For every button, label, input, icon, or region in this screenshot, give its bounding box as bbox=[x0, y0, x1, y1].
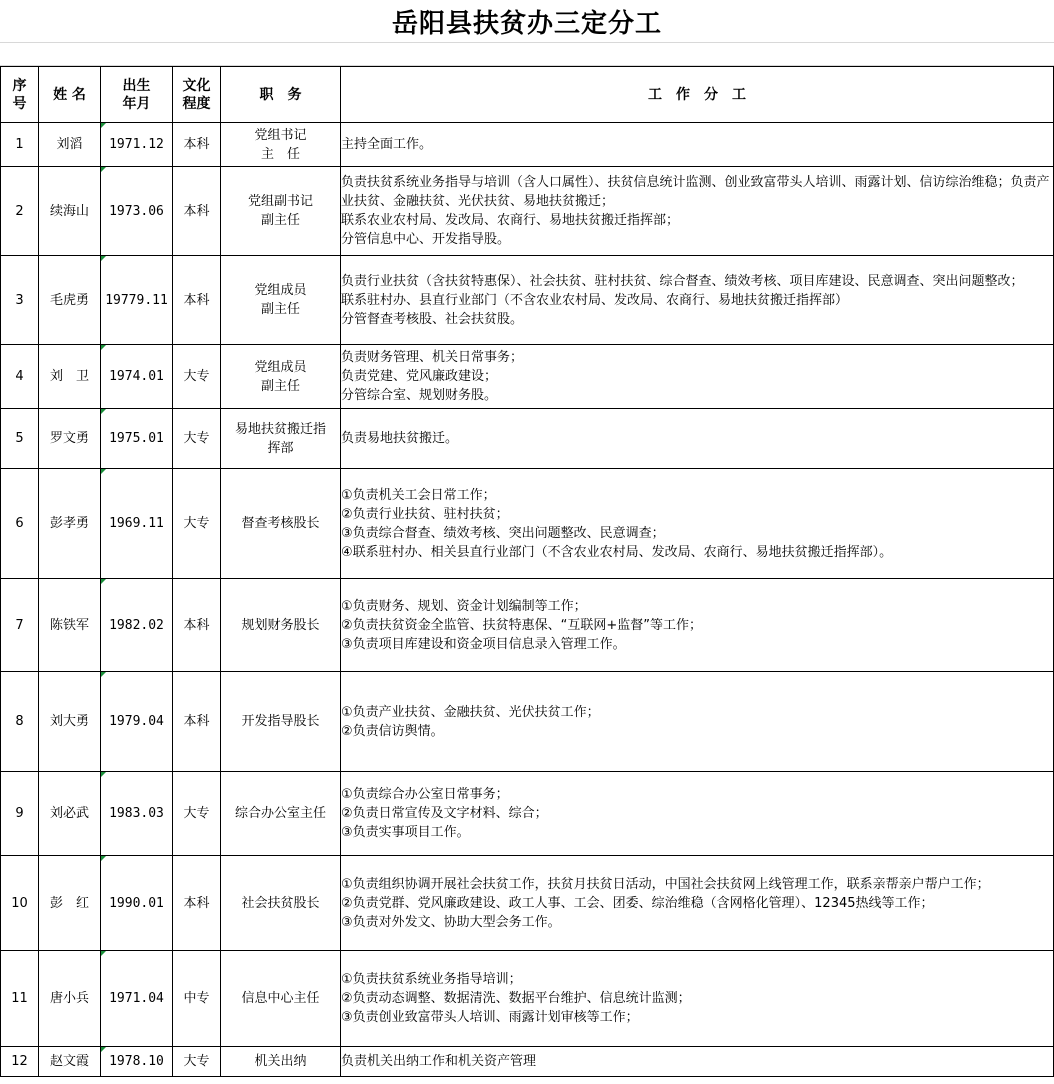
row-number: 9 bbox=[1, 772, 39, 856]
duty-line: 联系驻村办、县直行业部门（不含农业农村局、发改局、农商行、易地扶贫搬迁指挥部） bbox=[341, 292, 849, 308]
birth-date: 1979.04 bbox=[101, 672, 173, 772]
table-row bbox=[1, 123, 1054, 167]
table-row bbox=[1, 772, 1054, 856]
birth-date: 19779.11 bbox=[101, 256, 173, 345]
duty-description bbox=[341, 951, 1054, 1047]
duty-line: 主持全面工作。 bbox=[341, 137, 433, 152]
education-level: 本科 bbox=[173, 256, 221, 345]
table-row bbox=[1, 167, 1054, 256]
duty-table bbox=[0, 66, 1054, 1077]
birth-date: 1974.01 bbox=[101, 345, 173, 409]
duty-line: 分管信息中心、开发指导股。 bbox=[341, 232, 511, 247]
staff-name: 续海山 bbox=[39, 167, 101, 256]
job-position: 易地扶贫搬迁指 挥部 bbox=[221, 409, 341, 469]
education-level: 大专 bbox=[173, 772, 221, 856]
staff-name: 彭 红 bbox=[39, 856, 101, 951]
job-position: 规划财务股长 bbox=[221, 579, 341, 672]
education-level: 本科 bbox=[173, 672, 221, 772]
row-number: 6 bbox=[1, 469, 39, 579]
duty-line: ④联系驻村办、相关县直行业部门（不含农业农村局、发改局、农商行、易地扶贫搬迁指挥部）。 bbox=[341, 544, 893, 560]
birth-date: 1971.12 bbox=[101, 123, 173, 167]
duty-description bbox=[341, 856, 1054, 951]
row-number: 10 bbox=[1, 856, 39, 951]
duty-line: ②负责动态调整、数据清洗、数据平台维护、信息统计监测； bbox=[341, 991, 691, 1006]
job-position: 社会扶贫股长 bbox=[221, 856, 341, 951]
table-row bbox=[1, 469, 1054, 579]
duty-line: ②负责行业扶贫、驻村扶贫； bbox=[341, 506, 509, 522]
duty-line: 分管督查考核股、社会扶贫股。 bbox=[341, 311, 524, 327]
education-level: 大专 bbox=[173, 469, 221, 579]
cell-marker-icon bbox=[101, 672, 106, 677]
cell-marker-icon bbox=[101, 772, 106, 777]
table-row bbox=[1, 579, 1054, 672]
row-number: 7 bbox=[1, 579, 39, 672]
staff-name: 刘必武 bbox=[39, 772, 101, 856]
duty-line: 负责扶贫系统业务指导与培训（含人口属性）、扶贫信息统计监测、创业致富带头人培训、雨露计划、信访综治维稳；负责产业扶贫、金融扶贫、光伏扶贫、易地扶贫搬迁； bbox=[341, 175, 1050, 209]
row-number: 11 bbox=[1, 951, 39, 1047]
row-number: 12 bbox=[1, 1047, 39, 1077]
header-row bbox=[1, 67, 1054, 123]
duty-description bbox=[341, 1047, 1054, 1077]
table-row bbox=[1, 1047, 1054, 1077]
education-level: 中专 bbox=[173, 951, 221, 1047]
header-education: 文化 程度 bbox=[173, 67, 221, 123]
duty-description bbox=[341, 672, 1054, 772]
staff-name: 赵文霞 bbox=[39, 1047, 101, 1077]
row-number: 8 bbox=[1, 672, 39, 772]
table-row bbox=[1, 256, 1054, 345]
birth-date: 1973.06 bbox=[101, 167, 173, 256]
row-number: 3 bbox=[1, 256, 39, 345]
cell-marker-icon bbox=[101, 951, 106, 956]
header-position: 职 务 bbox=[221, 67, 341, 123]
duty-line: ①负责综合办公室日常事务； bbox=[341, 787, 509, 802]
cell-marker-icon bbox=[101, 469, 106, 474]
birth-date: 1982.02 bbox=[101, 579, 173, 672]
duty-line: 负责行业扶贫（含扶贫特惠保）、社会扶贫、驻村扶贫、综合督查、绩效考核、项目库建设、民意调查、突出问题整改； bbox=[341, 273, 1024, 289]
duty-line: ②负责日常宣传及文字材料、综合； bbox=[341, 806, 548, 821]
duty-line: 负责财务管理、机关日常事务； bbox=[341, 350, 524, 365]
duty-line: 分管综合室、规划财务股。 bbox=[341, 388, 498, 403]
duty-description bbox=[341, 256, 1054, 345]
staff-name: 唐小兵 bbox=[39, 951, 101, 1047]
row-number: 5 bbox=[1, 409, 39, 469]
staff-name: 罗文勇 bbox=[39, 409, 101, 469]
education-level: 大专 bbox=[173, 345, 221, 409]
staff-name: 刘大勇 bbox=[39, 672, 101, 772]
birth-date: 1975.01 bbox=[101, 409, 173, 469]
birth-date: 1978.10 bbox=[101, 1047, 173, 1077]
duty-line: 负责机关出纳工作和机关资产管理 bbox=[341, 1054, 537, 1069]
birth-date: 1971.04 bbox=[101, 951, 173, 1047]
table-row bbox=[1, 856, 1054, 951]
table-row bbox=[1, 672, 1054, 772]
duty-line: ①负责组织协调开展社会扶贫工作，扶贫月扶贫日活动，中国社会扶贫网上线管理工作，联系亲帮亲户帮户工作； bbox=[341, 876, 990, 892]
duty-line: 负责党建、党风廉政建设； bbox=[341, 369, 498, 384]
header-no: 序 号 bbox=[1, 67, 39, 123]
education-level: 本科 bbox=[173, 167, 221, 256]
birth-date: 1969.11 bbox=[101, 469, 173, 579]
cell-marker-icon bbox=[101, 579, 106, 584]
cell-marker-icon bbox=[101, 167, 106, 172]
education-level: 本科 bbox=[173, 123, 221, 167]
row-number: 1 bbox=[1, 123, 39, 167]
job-position: 党组书记 主 任 bbox=[221, 123, 341, 167]
duty-line: 负责易地扶贫搬迁。 bbox=[341, 431, 459, 446]
staff-name: 彭孝勇 bbox=[39, 469, 101, 579]
duty-line: 联系农业农村局、发改局、农商行、易地扶贫搬迁指挥部； bbox=[341, 213, 680, 228]
cell-marker-icon bbox=[101, 409, 106, 414]
education-level: 大专 bbox=[173, 1047, 221, 1077]
duty-line: ②负责党群、党风廉政建设、政工人事、工会、团委、综治维稳（含网格化管理）、12345热线等工作； bbox=[341, 895, 934, 911]
duty-line: ①负责扶贫系统业务指导培训； bbox=[341, 972, 522, 987]
duty-line: ③负责项目库建设和资金项目信息录入管理工作。 bbox=[341, 636, 626, 652]
birth-date: 1983.03 bbox=[101, 772, 173, 856]
job-position: 党组成员 副主任 bbox=[221, 345, 341, 409]
duty-description bbox=[341, 409, 1054, 469]
job-position: 综合办公室主任 bbox=[221, 772, 341, 856]
job-position: 党组副书记 副主任 bbox=[221, 167, 341, 256]
table-row bbox=[1, 951, 1054, 1047]
page-title: 岳阳县扶贫办三定分工 bbox=[391, 8, 662, 39]
duty-line: ③负责实事项目工作。 bbox=[341, 825, 470, 840]
staff-name: 刘滔 bbox=[39, 123, 101, 167]
duty-description bbox=[341, 772, 1054, 856]
birth-date: 1990.01 bbox=[101, 856, 173, 951]
staff-name: 刘 卫 bbox=[39, 345, 101, 409]
duty-line: ①负责财务、规划、资金计划编制等工作； bbox=[341, 598, 587, 614]
job-position: 开发指导股长 bbox=[221, 672, 341, 772]
job-position: 信息中心主任 bbox=[221, 951, 341, 1047]
job-position: 党组成员 副主任 bbox=[221, 256, 341, 345]
staff-name: 陈铁军 bbox=[39, 579, 101, 672]
duty-description bbox=[341, 123, 1054, 167]
job-position: 督查考核股长 bbox=[221, 469, 341, 579]
header-birth: 出生 年月 bbox=[101, 67, 173, 123]
education-level: 大专 bbox=[173, 409, 221, 469]
row-number: 2 bbox=[1, 167, 39, 256]
cell-marker-icon bbox=[101, 1047, 106, 1052]
duty-line: ①负责机关工会日常工作； bbox=[341, 487, 496, 503]
row-number: 4 bbox=[1, 345, 39, 409]
staff-name: 毛虎勇 bbox=[39, 256, 101, 345]
header-duties: 工 作 分 工 bbox=[341, 67, 1054, 123]
duty-line: ②负责信访舆情。 bbox=[341, 723, 444, 739]
duty-description bbox=[341, 579, 1054, 672]
duty-line: ③负责创业致富带头人培训、雨露计划审核等工作； bbox=[341, 1010, 639, 1025]
duty-line: ②负责扶贫资金全监管、扶贫特惠保、“互联网+监督”等工作； bbox=[341, 617, 703, 633]
blank-row bbox=[0, 42, 1054, 66]
duty-line: ③负责综合督查、绩效考核、突出问题整改、民意调查； bbox=[341, 525, 665, 541]
table-row bbox=[1, 409, 1054, 469]
duty-line: ③负责对外发文、协助大型会务工作。 bbox=[341, 914, 561, 930]
education-level: 本科 bbox=[173, 579, 221, 672]
duty-description bbox=[341, 167, 1054, 256]
cell-marker-icon bbox=[101, 345, 106, 350]
cell-marker-icon bbox=[101, 256, 106, 261]
cell-marker-icon bbox=[101, 856, 106, 861]
duty-description bbox=[341, 469, 1054, 579]
table-row bbox=[1, 345, 1054, 409]
header-name: 姓 名 bbox=[39, 67, 101, 123]
duty-description bbox=[341, 345, 1054, 409]
job-position: 机关出纳 bbox=[221, 1047, 341, 1077]
education-level: 本科 bbox=[173, 856, 221, 951]
cell-marker-icon bbox=[101, 123, 106, 128]
duty-line: ①负责产业扶贫、金融扶贫、光伏扶贫工作； bbox=[341, 704, 600, 720]
